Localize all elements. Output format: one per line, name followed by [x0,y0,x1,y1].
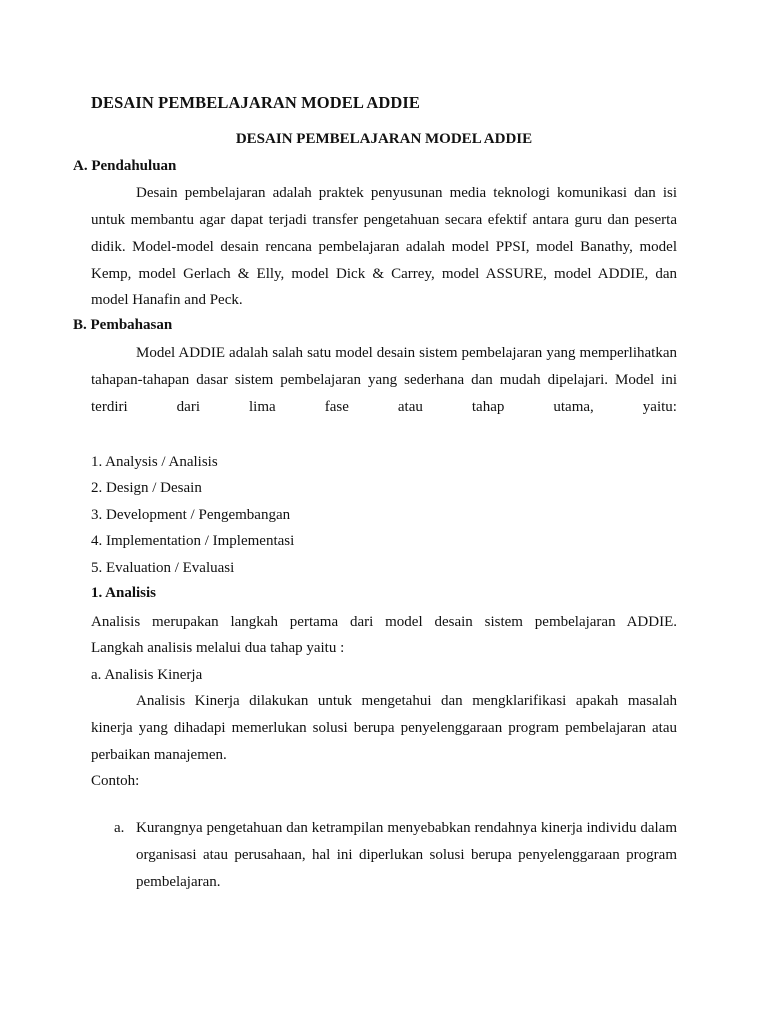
list-item-line: pembelajaran. [136,874,221,890]
section-b-heading: B. Pembahasan [73,317,173,333]
phase-list-item: 1. Analysis / Analisis [91,454,218,470]
list-item-line: Kurangnya pengetahuan dan ketrampilan menyebabkan rendahnya kinerja individu dalam [136,820,677,836]
paragraph-line: tahapan-tahapan dasar sistem pembelajaran yang sederhana dan mudah dipelajari. Model ini [91,372,677,388]
spread-word: utama, [553,399,594,415]
paragraph-line: Analisis Kinerja dilakukan untuk mengetahui dan mengklarifikasi apakah masalah [136,693,677,709]
phase-list-item: 2. Design / Desain [91,480,202,496]
paragraph-line: kinerja yang dihadapi memerlukan solusi berupa penyelenggaraan program pembelajaran atau [91,720,677,736]
paragraph-line: model Hanafin and Peck. [91,292,243,308]
paragraph-line: Desain pembelajaran adalah praktek penyusunan media teknologi komunikasi dan isi [136,185,677,201]
paragraph-line: perbaikan manajemen. [91,747,227,763]
spread-word: lima [249,399,276,415]
list-item-line: organisasi atau perusahaan, hal ini diperlukan solusi berupa penyelenggaraan program [136,847,677,863]
spread-word: yaitu: [642,399,677,415]
phase-list-item: 4. Implementation / Implementasi [91,533,295,549]
section-a-heading: A. Pendahuluan [73,158,177,174]
paragraph-line: Analisis merupakan langkah pertama dari model desain sistem pembelajaran ADDIE. [91,614,677,630]
analisis-heading: 1. Analisis [91,585,157,601]
spread-word: atau [397,399,423,415]
paragraph-line: Kemp, model Gerlach & Elly, model Dick & Carrey, model ASSURE, model ADDIE, dan [91,266,677,282]
spread-word: dari [176,399,200,415]
centered-title: DESAIN PEMBELAJARAN MODEL ADDIE [235,131,533,147]
spread-word: fase [324,399,349,415]
spread-word: terdiri [91,399,128,415]
example-label: Contoh: [91,773,140,789]
phase-list-item: 3. Development / Pengembangan [91,507,291,523]
paragraph-line: didik. Model-model desain rencana pembelajaran adalah model PPSI, model Banathy, model [91,239,677,255]
list-marker: a. [114,820,125,836]
spread-word: tahap [471,399,505,415]
spread-line [91,397,677,417]
document-title: DESAIN PEMBELAJARAN MODEL ADDIE [91,93,421,112]
paragraph-line: Model ADDIE adalah salah satu model desain sistem pembelajaran yang memperlihatkan [136,345,677,361]
paragraph-line: untuk membantu agar dapat terjadi transfer pengetahuan secara efektif antara guru dan peserta [91,212,677,228]
subsection-heading: a. Analisis Kinerja [91,667,203,683]
phase-list-item: 5. Evaluation / Evaluasi [91,560,235,576]
paragraph-line: Langkah analisis melalui dua tahap yaitu : [91,640,345,656]
